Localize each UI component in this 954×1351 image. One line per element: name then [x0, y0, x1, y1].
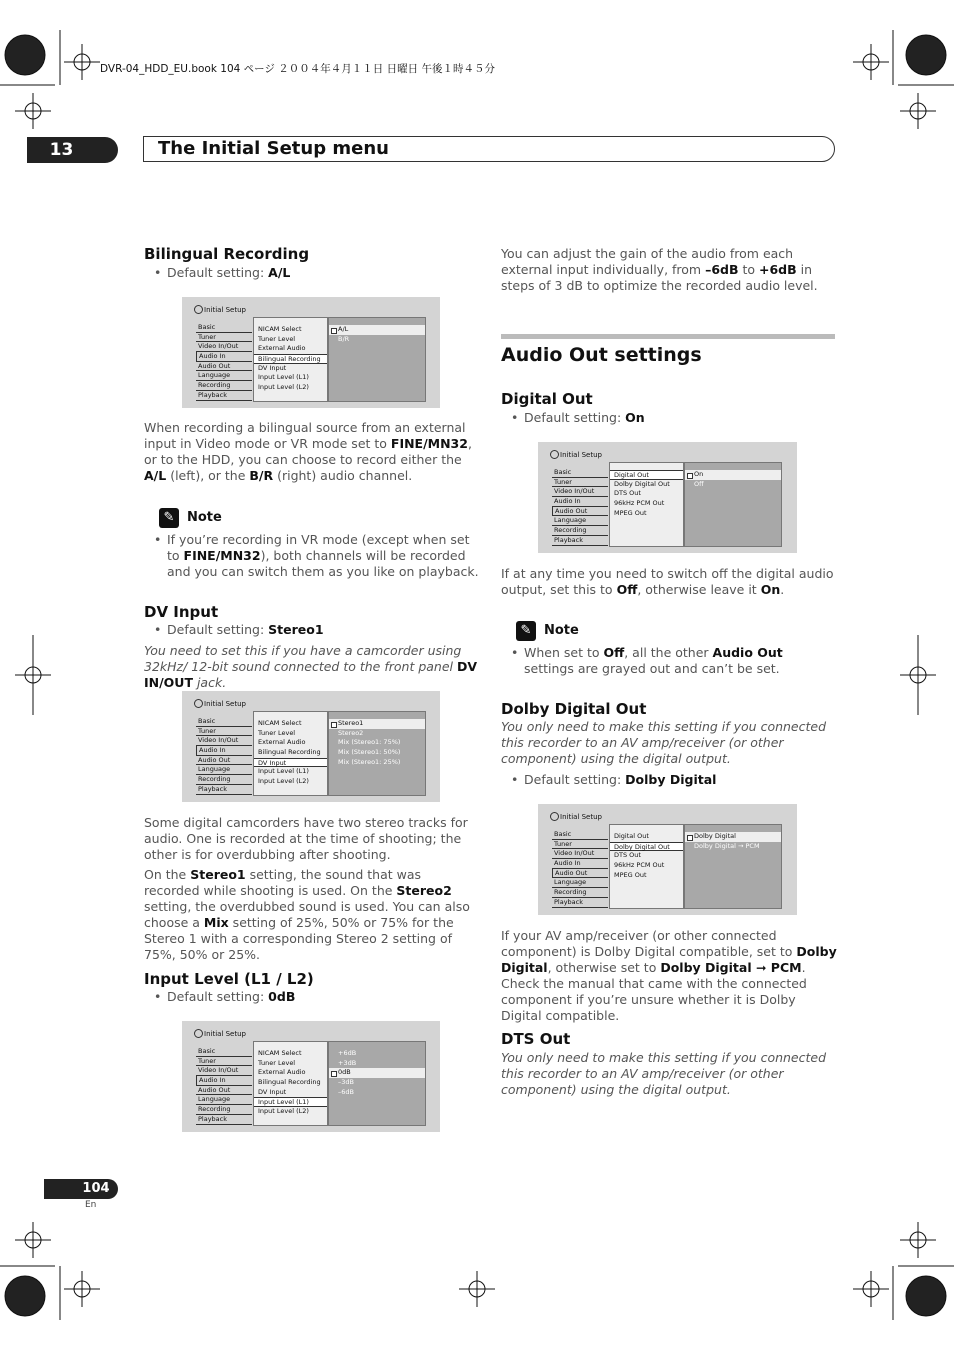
screen-title: Initial Setup — [204, 1030, 246, 1038]
screen-items: Digital Out Dolby Digital Out DTS Out 96kHz PCM Out MPEG Out — [609, 462, 684, 547]
audio-out-heading: Audio Out settings — [501, 344, 702, 366]
digital-out-paragraph: If at any time you need to switch off the digital audio output, set this to Off, otherwise leave it On. — [501, 566, 834, 597]
dolby-paragraph: If your AV amp/receiver (or other connected component) is Dolby Digital compatible, set to Dolby Digital, otherwise set to Dolby Digital ➞ PCM. Check the manual that came with the connected component if you’re unsure whether it is Dolby Digital compatible. — [501, 928, 837, 1023]
bilingual-heading: Bilingual Recording — [144, 245, 310, 263]
input-level-screen — [182, 1021, 440, 1132]
note-icon: ✎ — [516, 621, 536, 641]
screen-items: NICAM Select Tuner Level External Audio Bilingual Recording DV Input Input Level (L1) Input Level (L2) — [253, 711, 328, 796]
screen-options: Dolby Digital Dolby Digital → PCM — [684, 824, 782, 909]
digital-out-default: • Default setting: On — [524, 410, 645, 426]
note-icon: ✎ — [159, 508, 179, 528]
screen-menu: Basic Tuner Video In/Out Audio In Audio Out Language Recording Playback — [552, 468, 608, 546]
screen-options: On Off — [684, 462, 782, 547]
chapter-number: 13 — [27, 137, 118, 163]
bilingual-paragraph: When recording a bilingual source from an external input in Video mode or VR mode set to FINE/MN32, or to the HDD, you can choose to record either the A/L (left), or the B/R (right) audio channel. — [144, 420, 472, 483]
digital-out-heading: Digital Out — [501, 390, 593, 408]
setup-icon — [194, 305, 203, 314]
screen-options: Stereo1 Stereo2 Mix (Stereo1: 75%) Mix (Stereo1: 50%) Mix (Stereo1: 25%) — [328, 711, 426, 796]
note-label: Note — [187, 510, 222, 525]
input-level-heading: Input Level (L1 / L2) — [144, 970, 314, 988]
chapter-title-bar — [143, 136, 835, 162]
screen-title: Initial Setup — [560, 813, 602, 821]
dv-input-screen — [182, 691, 440, 802]
dolby-italic: You only need to make this setting if you connected this recorder to an AV amp/receiver (or other component) using the digital output. — [501, 719, 827, 766]
gain-paragraph: You can adjust the gain of the audio from each external input individually, from –6dB to +6dB in steps of 3 dB to optimize the recorded audio level. — [501, 246, 818, 293]
screen-title: Initial Setup — [204, 306, 246, 314]
dv-input-italic: You need to set this if you have a camcorder using 32kHz/ 12-bit sound connected to the front panel DV IN/OUT jack. — [144, 643, 478, 690]
page-number: 104 — [44, 1179, 118, 1199]
setup-icon — [194, 699, 203, 708]
screen-menu: Basic Tuner Video In/Out Audio In Audio Out Language Recording Playback — [552, 830, 608, 908]
dv-input-paragraph-1: Some digital camcorders have two stereo tracks for audio. One is recorded at the time of shooting; the other is for overdubbing after shooting. — [144, 815, 468, 862]
bilingual-screen — [182, 297, 440, 408]
chapter-title: The Initial Setup menu — [158, 138, 389, 159]
dolby-default: • Default setting: Dolby Digital — [524, 772, 716, 788]
dv-input-default: • Default setting: Stereo1 — [167, 622, 324, 638]
screen-items: NICAM Select Tuner Level External Audio Bilingual Recording DV Input Input Level (L1) Input Level (L2) — [253, 1041, 328, 1126]
setup-icon — [194, 1029, 203, 1038]
file-header: DVR-04_HDD_EU.book 104 ページ ２００４年４月１１日 日曜日 午後１時４５分 — [100, 63, 495, 75]
bilingual-default: • Default setting: A/L — [167, 265, 290, 281]
dolby-screen — [538, 804, 797, 915]
dolby-heading: Dolby Digital Out — [501, 700, 647, 718]
digital-out-screen — [538, 442, 797, 553]
dv-input-paragraph-2: On the Stereo1 setting, the sound that was recorded while shooting is used. On the Stereo2 setting, the overdubbed sound is used. You can also choose a Mix setting of 25%, 50% or 75% for the Stereo 1 with a corresponding Stereo 2 setting of 75%, 50% or 25%. — [144, 867, 470, 962]
setup-icon — [550, 450, 559, 459]
setup-icon — [550, 812, 559, 821]
screen-options: A/L B/R — [328, 317, 426, 402]
dts-heading: DTS Out — [501, 1030, 571, 1048]
screen-menu: Basic Tuner Video In/Out Audio In Audio Out Language Recording Playback — [196, 323, 252, 401]
note-text: • If you’re recording in VR mode (except when set to FINE/MN32), both channels will be recorded and you can switch them as you like on playback. — [167, 532, 479, 580]
language-code: En — [85, 1200, 97, 1210]
screen-title: Initial Setup — [204, 700, 246, 708]
input-level-default: • Default setting: 0dB — [167, 989, 295, 1005]
screen-menu: Basic Tuner Video In/Out Audio In Audio Out Language Recording Playback — [196, 1047, 252, 1125]
note-label: Note — [544, 623, 579, 638]
screen-items: NICAM Select Tuner Level External Audio Bilingual Recording DV Input Input Level (L1) Input Level (L2) — [253, 317, 328, 402]
section-rule — [501, 334, 835, 339]
screen-title: Initial Setup — [560, 451, 602, 459]
note-text: • When set to Off, all the other Audio Out settings are grayed out and can’t be set. — [524, 645, 836, 677]
dv-input-heading: DV Input — [144, 603, 219, 621]
screen-items: Digital Out Dolby Digital Out DTS Out 96kHz PCM Out MPEG Out — [609, 824, 684, 909]
dts-italic: You only need to make this setting if you connected this recorder to an AV amp/receiver (or other component) using the digital output. — [501, 1050, 827, 1097]
screen-options: +6dB +3dB 0dB –3dB –6dB — [328, 1041, 426, 1126]
screen-menu: Basic Tuner Video In/Out Audio In Audio Out Language Recording Playback — [196, 717, 252, 795]
